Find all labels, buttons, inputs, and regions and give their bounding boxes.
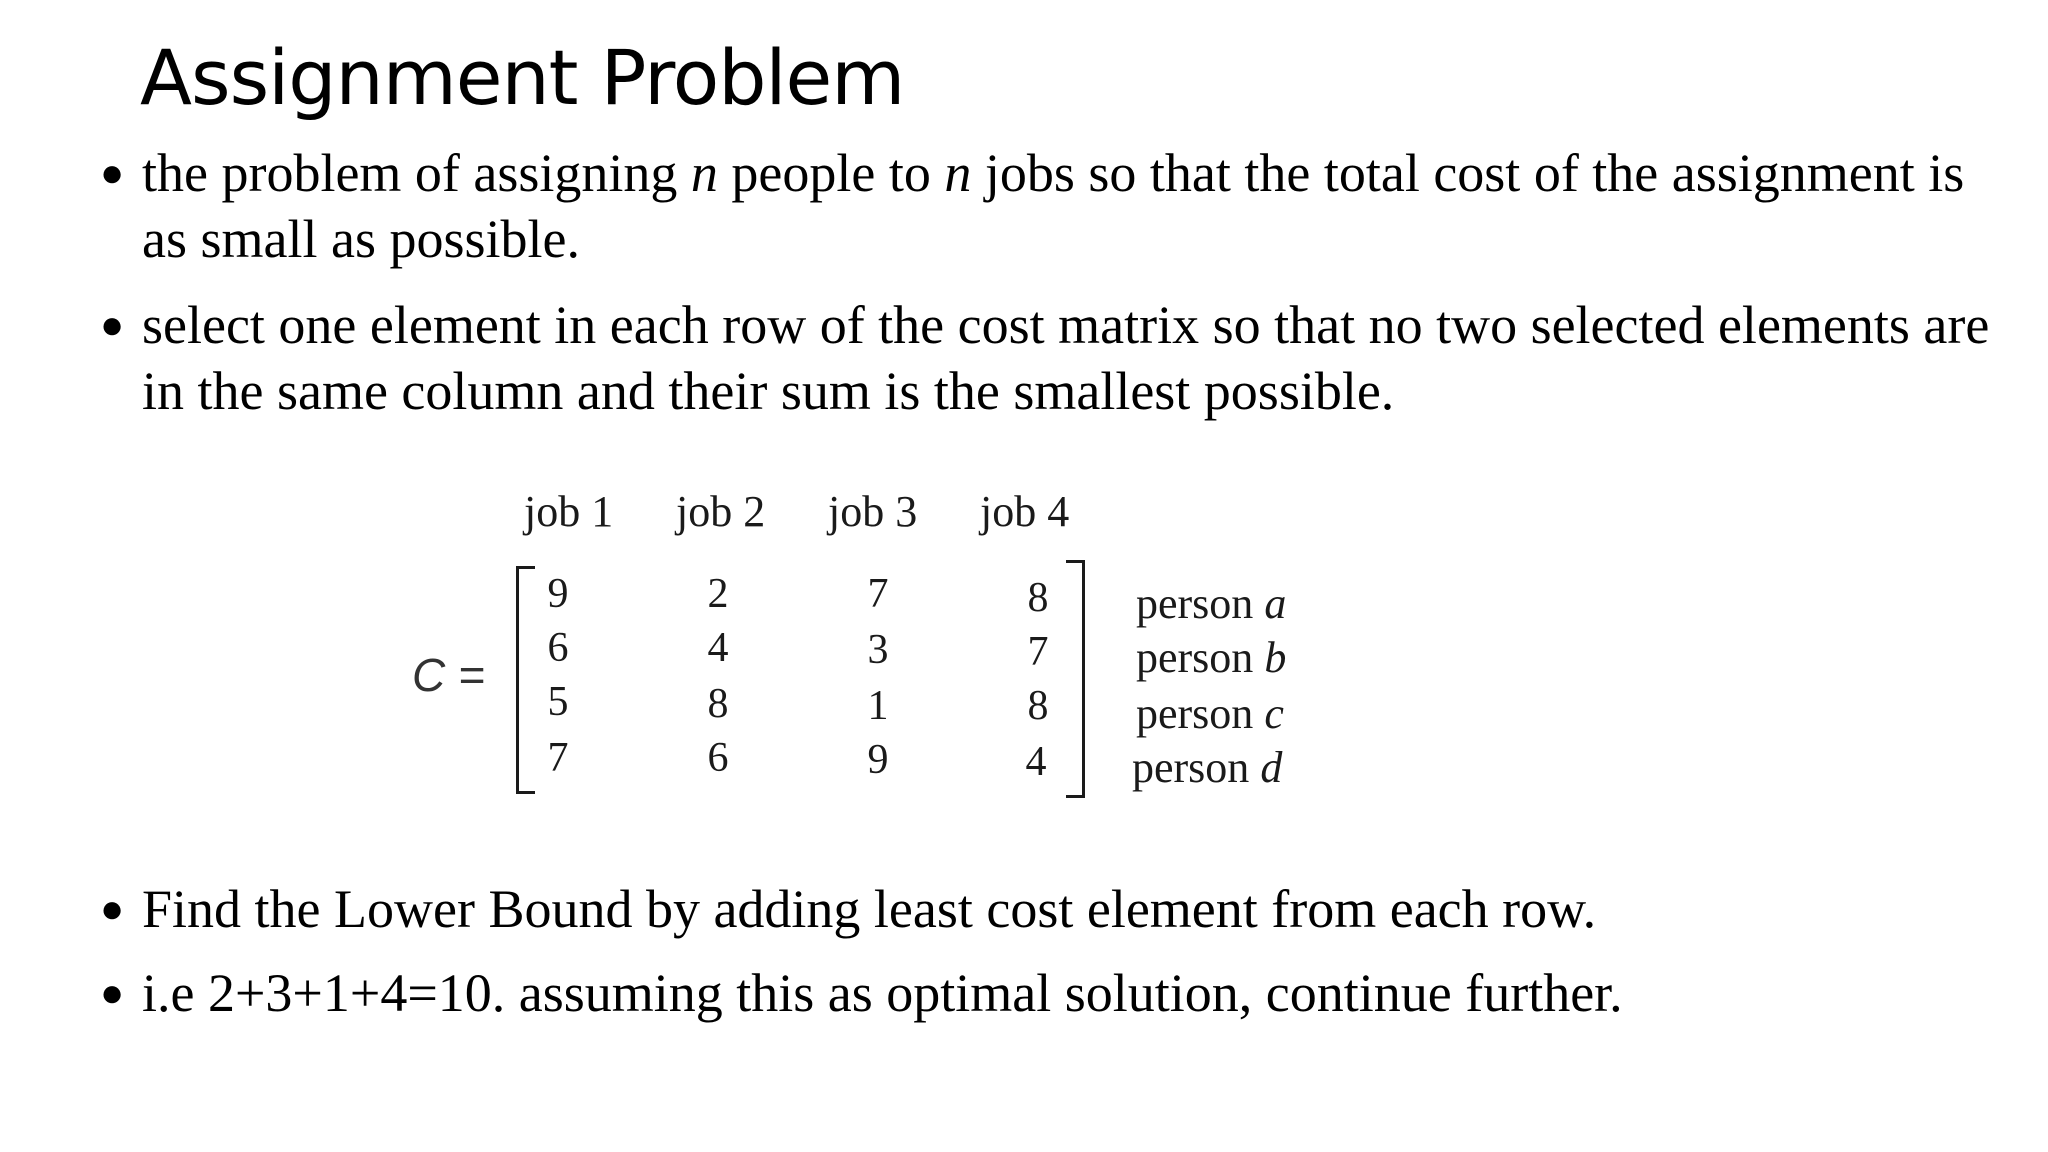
bullet-list-top bbox=[92, 140, 1992, 444]
matrix-cell: 5 bbox=[547, 679, 569, 725]
text-run: jobs so that the total cost of the assignment is as small as possible. bbox=[142, 143, 1965, 269]
row-label-var: d bbox=[1260, 743, 1283, 792]
matrix-cell: 8 bbox=[1027, 683, 1049, 729]
matrix-cell: 9 bbox=[547, 571, 569, 617]
column-header: job 1 bbox=[524, 487, 614, 536]
bullet-item bbox=[92, 876, 1992, 942]
text-run-italic: n bbox=[690, 143, 718, 203]
slide-title: Assignment Problem bbox=[140, 33, 905, 122]
matrix-cell: 7 bbox=[547, 735, 569, 781]
row-label bbox=[1132, 742, 1282, 793]
bullet-icon: ● bbox=[100, 151, 125, 195]
row-label-text: person bbox=[1132, 743, 1261, 792]
matrix-cell: 2 bbox=[707, 571, 729, 617]
column-header: job 2 bbox=[676, 487, 766, 536]
matrix-cell: 4 bbox=[1025, 739, 1047, 785]
bullet-text: select one element in each row of the cost matrix so that no two selected elements are in the same column and their sum is the smallest possible. bbox=[142, 295, 1990, 421]
matrix-cell: 1 bbox=[867, 683, 889, 729]
matrix-cell: 7 bbox=[1027, 629, 1049, 675]
column-header: job 3 bbox=[828, 487, 918, 536]
matrix-cell: 4 bbox=[707, 625, 729, 671]
matrix-cell: 7 bbox=[867, 571, 889, 617]
row-label-text: person bbox=[1136, 633, 1265, 682]
matrix-cell: 6 bbox=[547, 625, 569, 671]
bullet-item bbox=[92, 292, 1992, 424]
bullet-text: i.e 2+3+1+4=10. assuming this as optimal solution, continue further. bbox=[142, 963, 1623, 1023]
bullet-text bbox=[142, 143, 1964, 269]
right-bracket bbox=[1066, 560, 1085, 798]
row-label-var: b bbox=[1264, 633, 1287, 682]
matrix-variable: C = bbox=[412, 649, 485, 701]
left-bracket bbox=[516, 566, 535, 794]
bullet-text: Find the Lower Bound by adding least cost element from each row. bbox=[142, 879, 1597, 939]
bullet-icon: ● bbox=[100, 887, 125, 931]
row-label-var: a bbox=[1264, 579, 1287, 628]
row-label-text: person bbox=[1136, 689, 1265, 738]
column-header: job 4 bbox=[980, 487, 1070, 536]
matrix-cell: 6 bbox=[707, 735, 729, 781]
row-label-text: person bbox=[1136, 579, 1265, 628]
matrix-cell: 9 bbox=[867, 737, 889, 783]
row-label bbox=[1136, 688, 1284, 739]
bullet-icon: ● bbox=[100, 303, 125, 347]
row-label bbox=[1136, 578, 1286, 629]
bullet-icon: ● bbox=[100, 971, 125, 1015]
text-run-italic: n bbox=[944, 143, 972, 203]
matrix-cell: 3 bbox=[867, 627, 889, 673]
matrix-cell: 8 bbox=[1027, 575, 1049, 621]
bullet-list-bottom bbox=[92, 876, 1992, 1044]
bullet-item bbox=[92, 960, 1992, 1026]
text-run: the problem of assigning bbox=[142, 143, 691, 203]
bullet-item bbox=[92, 140, 1992, 272]
row-label bbox=[1136, 632, 1286, 683]
text-run: people to bbox=[717, 143, 945, 203]
matrix-cell: 8 bbox=[707, 681, 729, 727]
row-label-var: c bbox=[1264, 689, 1284, 738]
